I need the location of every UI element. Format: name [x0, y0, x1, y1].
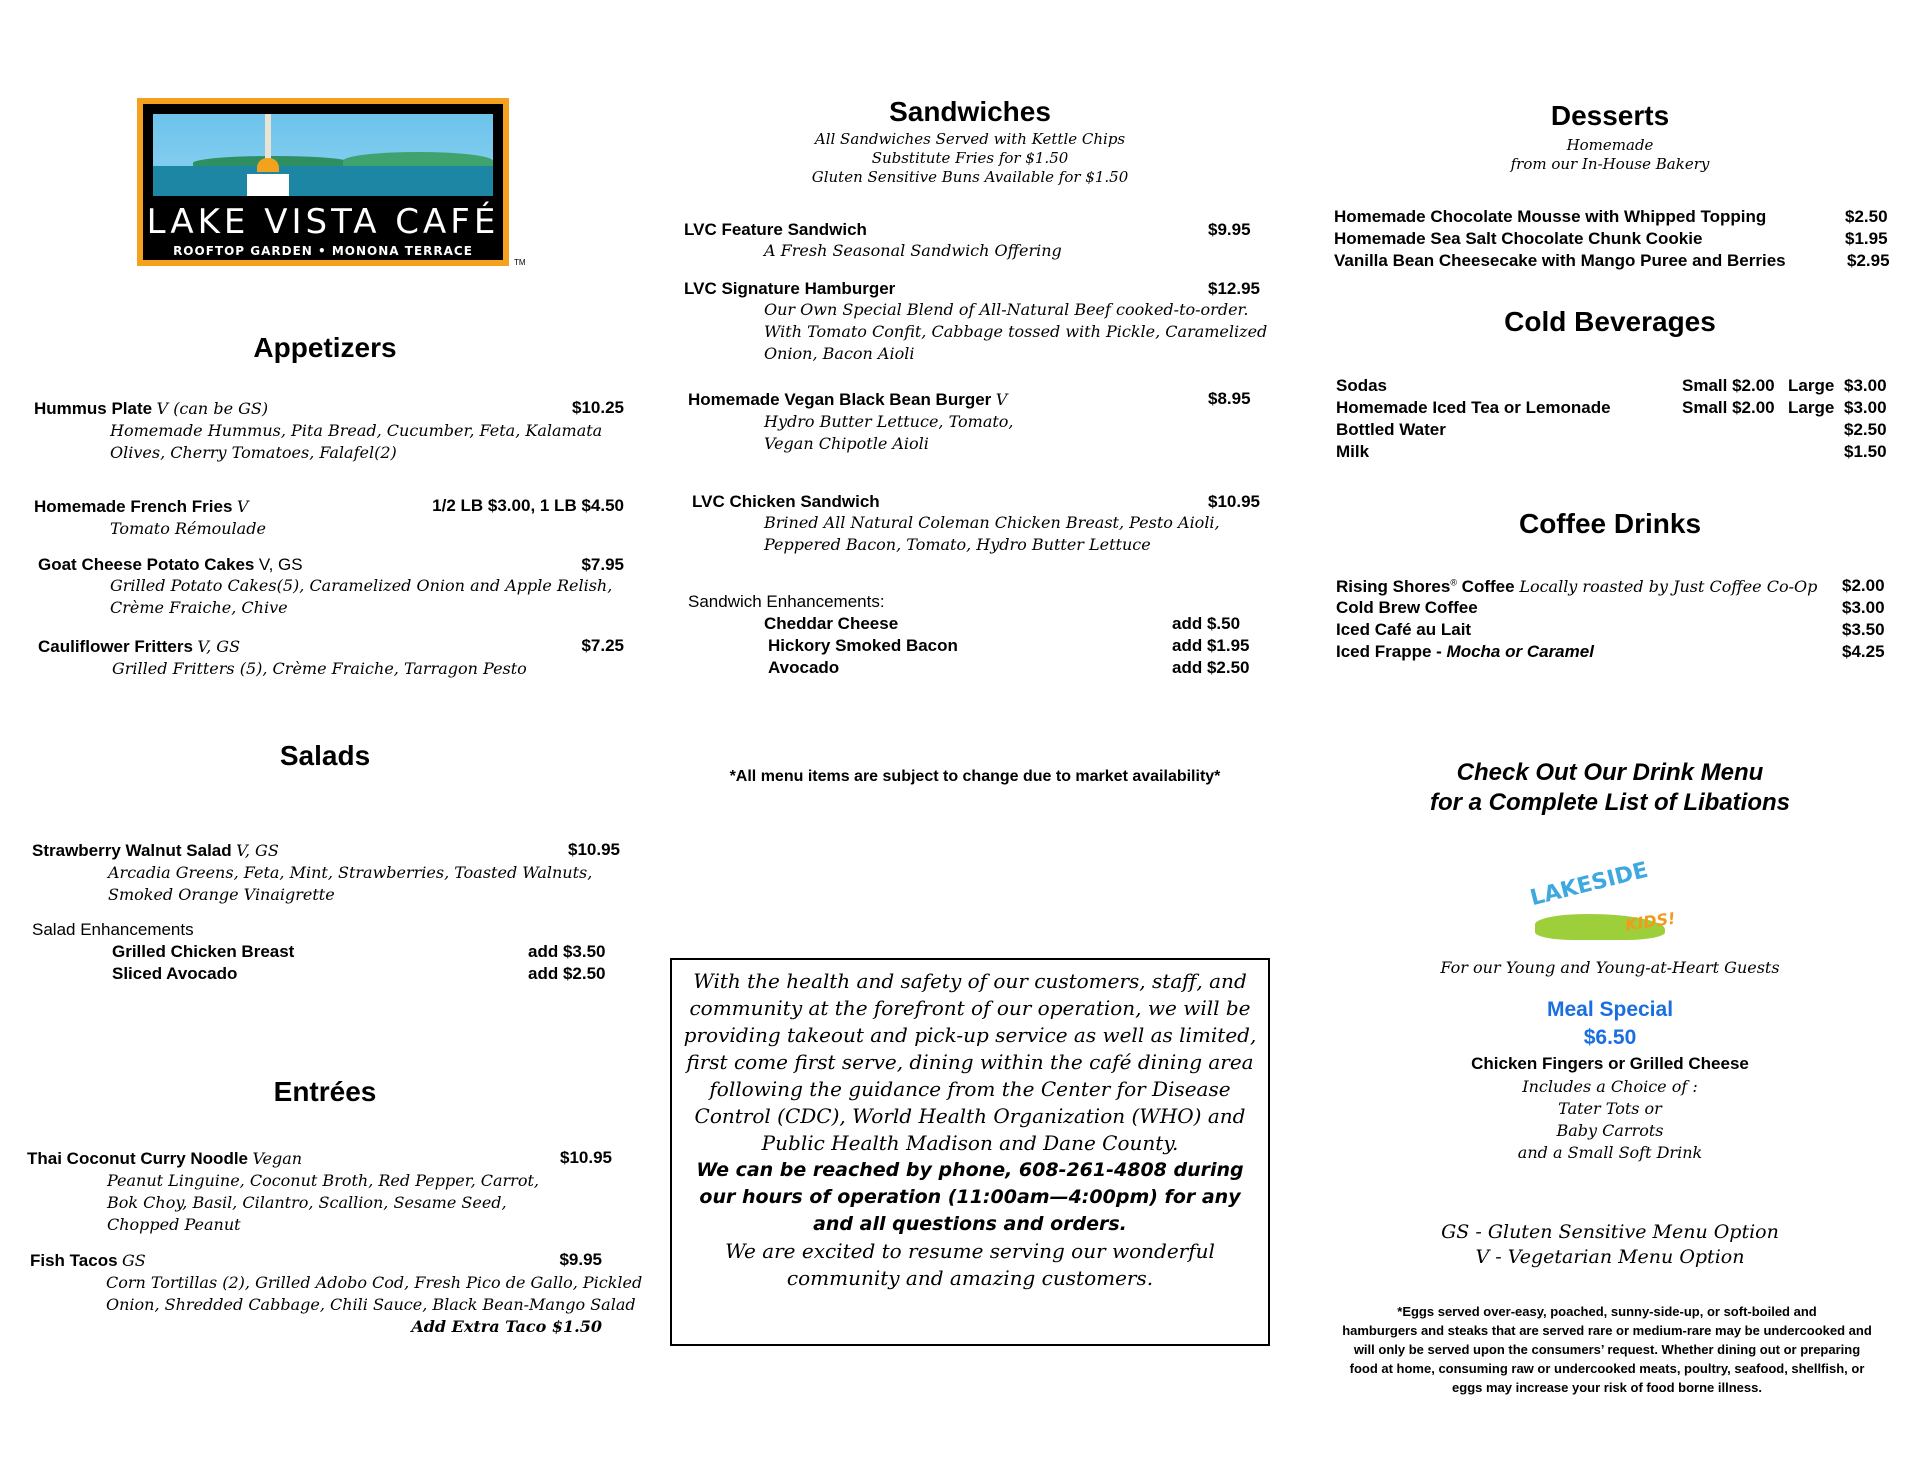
- logo-tagline: ROOFTOP GARDEN • MONONA TERRACE: [173, 244, 473, 258]
- coffee-price: $4.25: [1842, 642, 1885, 661]
- covid-notice-box: [670, 958, 1270, 1346]
- enhancement-name: Sliced Avocado: [112, 964, 238, 983]
- enhancement-price: add $.50: [1172, 614, 1241, 633]
- menu-item: Fish Tacos GS $9.95 Corn Tortillas (2), Grilled Adobo Cod, Fresh Pico de Gallo, Pickled Onion, Shredded Cabbage, Chili Sauce, Black Bean-Mango Salad Add Extra Taco $1.50: [30, 1250, 643, 1336]
- cold-beverages-heading: Cold Beverages: [1504, 306, 1716, 337]
- beverage-price: $2.50: [1844, 420, 1887, 439]
- beverage-price: $3.00: [1844, 376, 1887, 395]
- enhancement-name: Hickory Smoked Bacon: [768, 636, 958, 655]
- coffee-price: $2.00: [1842, 576, 1885, 595]
- beverage-large-label: Large: [1788, 376, 1835, 395]
- coffee-drinks-heading: Coffee Drinks: [1518, 508, 1702, 539]
- sandwich-enhancements-title: Sandwich Enhancements:: [688, 592, 885, 611]
- beverage-price: $1.50: [1844, 442, 1887, 461]
- notice-closing: We are excited to resume serving our wonderful community and amazing customers.: [725, 1239, 1215, 1290]
- dessert-name: Homemade Chocolate Mousse with Whipped Topping: [1334, 207, 1767, 226]
- meal-special-price: $6.50: [1583, 1026, 1637, 1049]
- desserts-heading: Desserts: [1550, 100, 1670, 131]
- logo-lake-scene: [153, 114, 493, 196]
- kids-meal-choice: Chicken Fingers or Grilled Cheese: [1471, 1054, 1749, 1073]
- desserts-subtitle: Homemade from our In-House Bakery: [1510, 136, 1710, 173]
- dietary-legend: GS - Gluten Sensitive Menu Option V - Vegetarian Menu Option: [1441, 1221, 1779, 1268]
- salads-heading: Salads: [279, 740, 371, 771]
- availability-note: *All menu items are subject to change due to market availability*: [729, 768, 1221, 785]
- kids-meal-includes: Includes a Choice of : Tater Tots or Baby Carrots and a Small Soft Drink: [1517, 1077, 1703, 1162]
- salad-enhancements-title: Salad Enhancements: [32, 920, 194, 939]
- beverage-name: Homemade Iced Tea or Lemonade: [1336, 398, 1611, 417]
- sandwiches-subtitle: All Sandwiches Served with Kettle Chips Substitute Fries for $1.50 Gluten Sensitive Buns Available for $1.50: [811, 130, 1129, 186]
- menu-item: Homemade French Fries V 1/2 LB $3.00, 1 LB $4.50 Tomato Rémoulade: [34, 496, 624, 538]
- food-safety-disclaimer: *Eggs served over-easy, poached, sunny-side-up, or soft-boiled and hamburgers and steaks that are served rare or medium-rare may be undercooked and will only be served upon the consumers’ request. Whether dining out or preparing food at home, consuming raw or undercooked meats, poultry, seafood, shellfish, or eggs may increase your risk of food borne illness.: [1342, 1304, 1872, 1395]
- drink-menu-callout: Check Out Our Drink Menu for a Complete List of Libations: [1429, 759, 1790, 816]
- beverage-large-label: Large: [1788, 398, 1835, 417]
- menu-item: Strawberry Walnut Salad V, GS $10.95 Arcadia Greens, Feta, Mint, Strawberries, Toasted Walnuts, Smoked Orange Vinaigrette: [32, 840, 620, 904]
- menu-item: Hummus Plate V (can be GS) $10.25 Homemade Hummus, Pita Bread, Cucumber, Feta, Kalamata Olives, Cherry Tomatoes, Falafel(2): [34, 398, 624, 462]
- coffee-price: $3.50: [1842, 620, 1885, 639]
- dessert-name: Vanilla Bean Cheesecake with Mango Puree and Berries: [1334, 251, 1786, 270]
- coffee-price: $3.00: [1842, 598, 1885, 617]
- enhancement-price: add $3.50: [528, 942, 606, 961]
- notice-contact: We can be reached by phone, 608-261-4808 during our hours of operation (11:00am—4:00pm) for any and all questions and orders.: [696, 1159, 1244, 1235]
- beverage-small-price: Small $2.00: [1682, 376, 1775, 395]
- menu-item: LVC Feature Sandwich $9.95 A Fresh Seasonal Sandwich Offering: [684, 220, 1251, 260]
- entrees-heading: Entrées: [273, 1076, 377, 1107]
- lakeside-kids-logo: LAKESIDE KIDS!: [1525, 862, 1685, 942]
- menu-item: Thai Coconut Curry Noodle Vegan $10.95 Peanut Linguine, Coconut Broth, Red Pepper, Carrot, Bok Choy, Basil, Cilantro, Scallion, Sesame Seed, Chopped Peanut: [27, 1148, 612, 1234]
- menu-item: LVC Signature Hamburger $12.95 Our Own Special Blend of All-Natural Beef cooked-to-order. With Tomato Confit, Cabbage tossed with Pickle, Caramelized Onion, Bacon Aioli: [684, 279, 1268, 363]
- dessert-name: Homemade Sea Salt Chocolate Chunk Cookie: [1334, 229, 1703, 248]
- coffee-name: Cold Brew Coffee: [1336, 598, 1478, 617]
- beverage-name: Sodas: [1336, 376, 1388, 395]
- logo-name: LAKE VISTA CAFÉ: [146, 202, 500, 242]
- menu-item: LVC Chicken Sandwich $10.95 Brined All Natural Coleman Chicken Breast, Pesto Aioli, Peppered Bacon, Tomato, Hydro Butter Lettuce: [692, 492, 1260, 554]
- enhancement-price: add $2.50: [1172, 658, 1250, 677]
- beverage-name: Bottled Water: [1336, 420, 1446, 439]
- menu-item: Homemade Vegan Black Bean Burger V $8.95 Hydro Butter Lettuce, Tomato, Vegan Chipotle Aioli: [688, 389, 1251, 453]
- meal-special-label: Meal Special: [1546, 998, 1674, 1021]
- enhancement-name: Cheddar Cheese: [764, 614, 899, 633]
- dessert-price: $1.95: [1845, 229, 1888, 248]
- enhancement-price: add $1.95: [1172, 636, 1250, 655]
- notice-paragraph: With the health and safety of our customers, staff, and community at the forefront of our operation, we will be providing takeout and pick-up service as well as limited, first come first serve, dining within the café dining area following the guidance from the Center for Disease Control (CDC), World Health Organization (WHO) and Public Health Madison and Dane County.: [683, 969, 1257, 1155]
- menu-item: Cauliflower Fritters V, GS $7.25 Grilled Fritters (5), Crème Fraiche, Tarragon Pesto: [38, 636, 624, 678]
- coffee-name: Iced Café au Lait: [1336, 620, 1472, 639]
- beverage-small-price: Small $2.00: [1682, 398, 1775, 417]
- kids-guests-line: For our Young and Young-at-Heart Guests: [1440, 958, 1780, 977]
- enhancement-name: Grilled Chicken Breast: [112, 942, 295, 961]
- dessert-price: $2.50: [1845, 207, 1888, 226]
- cafe-logo: [137, 98, 509, 266]
- dessert-price: $2.95: [1847, 251, 1890, 270]
- appetizers-heading: Appetizers: [253, 332, 397, 363]
- enhancement-name: Avocado: [768, 658, 840, 677]
- coffee-item: Rising Shores® Coffee Locally roasted by Just Coffee Co-Op: [1336, 577, 1818, 596]
- trademark-mark: TM: [514, 258, 526, 267]
- coffee-item: Iced Frappe - Mocha or Caramel: [1336, 642, 1594, 661]
- beverage-name: Milk: [1336, 442, 1370, 461]
- beverage-price: $3.00: [1844, 398, 1887, 417]
- menu-item: Goat Cheese Potato Cakes V, GS $7.95 Grilled Potato Cakes(5), Caramelized Onion and Apple Relish, Crème Fraiche, Chive: [38, 555, 624, 617]
- sandwiches-heading: Sandwiches: [889, 96, 1051, 127]
- enhancement-price: add $2.50: [528, 964, 606, 983]
